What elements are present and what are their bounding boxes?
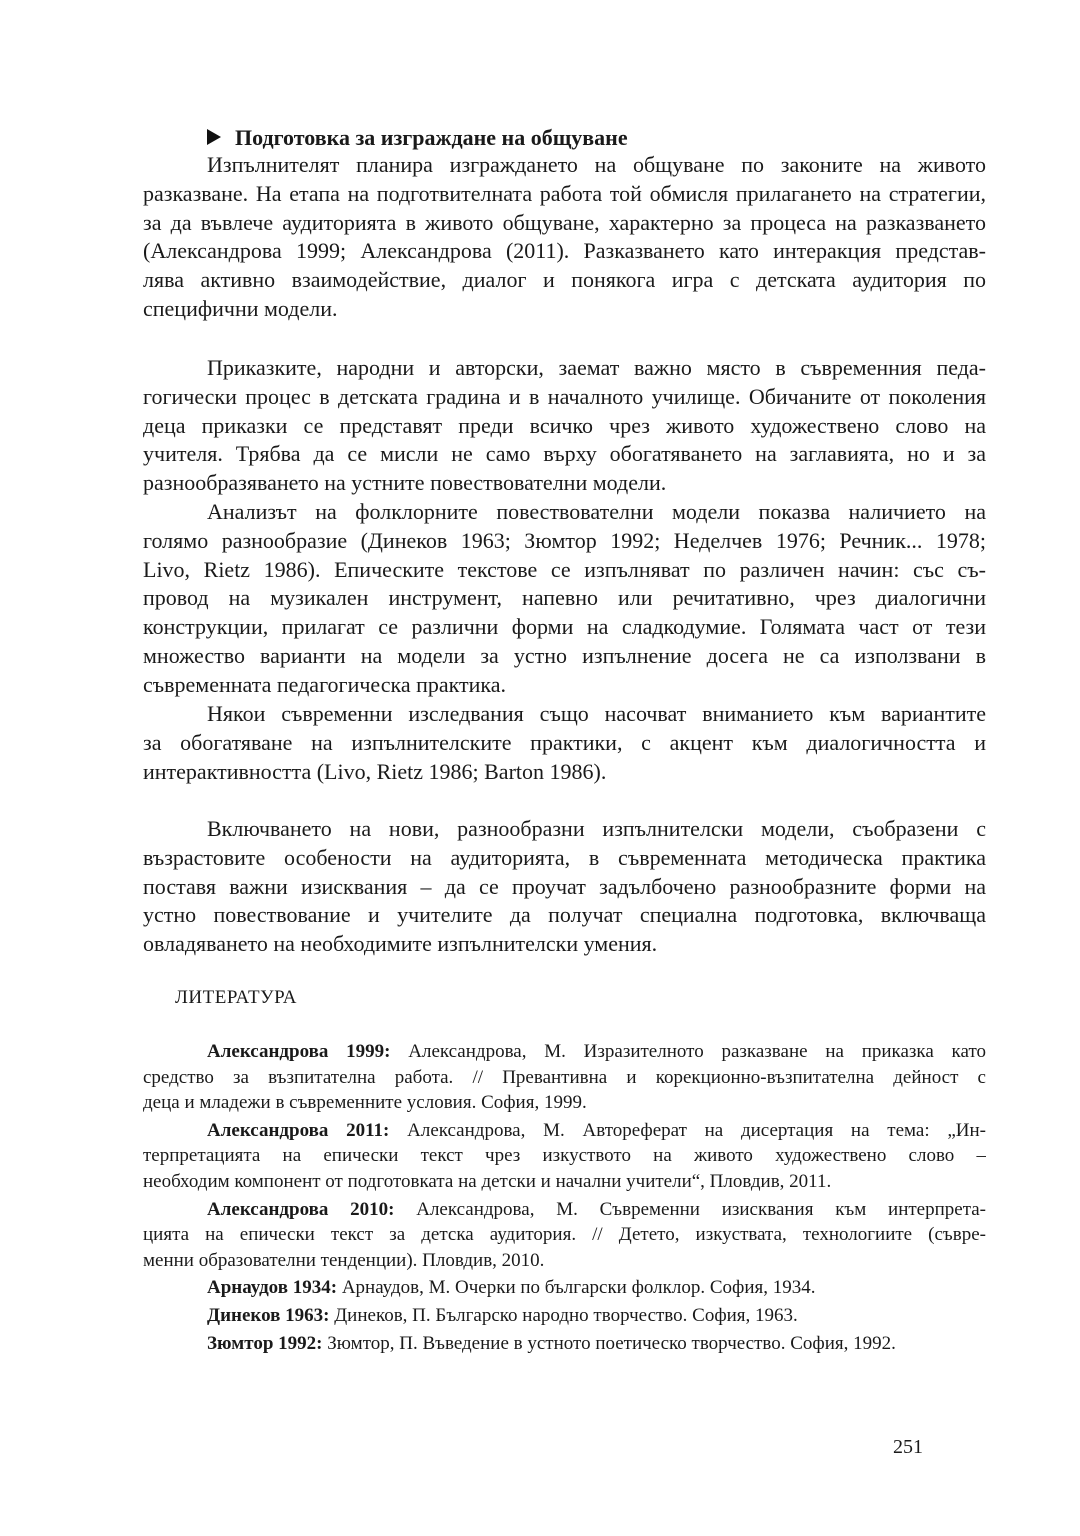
text-line: за обогатяване на изпълнителските практики, с акцент към диалогичността и [143, 729, 986, 755]
text-line: поставя важни изисквания – да се проучат задълбочено разнообразните форми на [143, 873, 986, 899]
reference-entry [143, 1275, 986, 1301]
reference-line: средство за възпитателна работа. // Превантивна и корекционно-възпитателна дейност с [143, 1066, 986, 1088]
paragraph [143, 815, 986, 959]
literature-heading: ЛИТЕРАТУРА [175, 987, 297, 1008]
reference-text: Александрова, М. Изразителното разказване на приказка като [408, 1041, 986, 1062]
reference-line: цията на епически текст за детска аудитория. // Детето, изкуствата, технологиите (съвре- [143, 1224, 986, 1246]
text-line: специфични модели. [143, 295, 338, 321]
reference-text: Александрова, М. Автореферат на дисертация на тема: „Ин- [407, 1119, 986, 1141]
reference-line: необходим компонент от подготовката на детски и начални учители“, Пловдив, 2011. [143, 1170, 832, 1192]
text-line: Някои съвременни изследвания също насочват вниманието към вариантите [207, 701, 986, 726]
reference-label: Александрова 1999: [207, 1041, 391, 1062]
text-line: за да въвлече аудиторията в живото общуване, характерно за процеса на разказването [143, 209, 986, 235]
reference-line [143, 1039, 986, 1065]
reference-line: деца и младежи в съвременните условия. София, 1999. [143, 1092, 587, 1114]
reference-line [143, 1118, 986, 1144]
text-line: деца приказки се представят преди всичко чрез живото художествено слово на [143, 412, 986, 438]
reference-line [143, 1197, 986, 1223]
text-line: овладяването на необходимите изпълнителски умения. [143, 931, 658, 957]
reference-text: Арнаудов, М. Очерки по български фолклор. София, 1934. [341, 1277, 816, 1299]
reference-entry [143, 1039, 986, 1116]
text-line: (Александрова 1999; Александрова (2011). Разказването като интеракция представ- [143, 238, 986, 264]
page-number: 251 [893, 1436, 923, 1458]
paragraph [143, 151, 986, 324]
text-line: устно повествование и учителите да получат специална подготовка, включваща [143, 902, 986, 928]
text-line: възрастовите особености на аудиторията, в съвременната методическа практика [143, 844, 986, 870]
text-line: множество варианти на модели за устно изпълнение досега не са използвани в [143, 642, 986, 668]
reference-entry [143, 1303, 986, 1329]
reference-text: Зюмтор, П. Въведение в устното поетическо творчество. София, 1992. [327, 1332, 896, 1354]
text-line: Анализът на фолклорните повествователни модели показва наличието на [207, 499, 986, 524]
text-line: Включването на нови, разнообразни изпълнителски модели, съобразени с [207, 816, 986, 841]
reference-text: Александрова, М. Съвременни изисквания към интерпрета- [416, 1198, 986, 1220]
text-line: съвременната педагогическа практика. [143, 671, 507, 697]
text-line: разказване. На етапа на подготвителната работа той обмисля прилагането на стратегии, [143, 180, 986, 206]
text-line: лява активно взаимодействие, диалог и понякога игра с детската аудитория по [143, 267, 986, 293]
text-line: гогически процес в детската градина и в началното училище. Обичаните от поколения [143, 383, 986, 409]
reference-label: Александрова 2010: [207, 1198, 395, 1220]
reference-line [143, 1331, 986, 1357]
section-heading-text: Подготовка за изграждане на общуване [235, 125, 628, 150]
reference-line [143, 1275, 986, 1301]
text-line: разнообразяването на устните повествователни модели. [143, 470, 667, 496]
reference-line: менни образователни тенденции). Пловдив, 2010. [143, 1249, 545, 1271]
text-line: Livo, Rietz 1986). Епическите текстове се изпълняват по различен начин: със съ- [143, 556, 986, 582]
reference-text: Динеков, П. Българско народно творчество. София, 1963. [334, 1304, 798, 1326]
text-line: конструкции, прилагат се различни форми на сладкодумие. Голямата част от тези [143, 614, 986, 640]
reference-entry [143, 1118, 986, 1195]
text-line: провод на музикален инструмент, напевно или речитативно, чрез диалогични [143, 585, 986, 611]
text-line: интерактивността (Livo, Rietz 1986; Barton 1986). [143, 758, 607, 784]
text-line: Изпълнителят планира изграждането на общуване по законите на живото [207, 152, 986, 177]
reference-label: Арнаудов 1934: [207, 1277, 338, 1299]
text-line: учителя. Трябва да се мисли не само върху обогатяването на заглавията, но и за [143, 441, 986, 467]
section-heading [207, 124, 628, 152]
reference-label: Александрова 2011: [207, 1119, 390, 1141]
reference-label: Динеков 1963: [207, 1304, 330, 1326]
text-line: Приказките, народни и авторски, заемат важно място в съвременния педа- [207, 355, 986, 380]
paragraph [143, 498, 986, 700]
reference-label: Зюмтор 1992: [207, 1332, 323, 1354]
paragraph [143, 700, 986, 786]
triangle-bullet-icon [207, 129, 221, 145]
reference-line: терпретацията на епически текст чрез изкуството на живото художествено слово – [143, 1145, 986, 1167]
reference-entry [143, 1197, 986, 1274]
reference-entry [143, 1331, 986, 1357]
text-line: голямо разнообразие (Динеков 1963; Зюмтор 1992; Неделчев 1976; Речник... 1978; [143, 527, 986, 553]
paragraph [143, 354, 986, 498]
reference-list [143, 1039, 986, 1356]
reference-line [143, 1303, 986, 1329]
